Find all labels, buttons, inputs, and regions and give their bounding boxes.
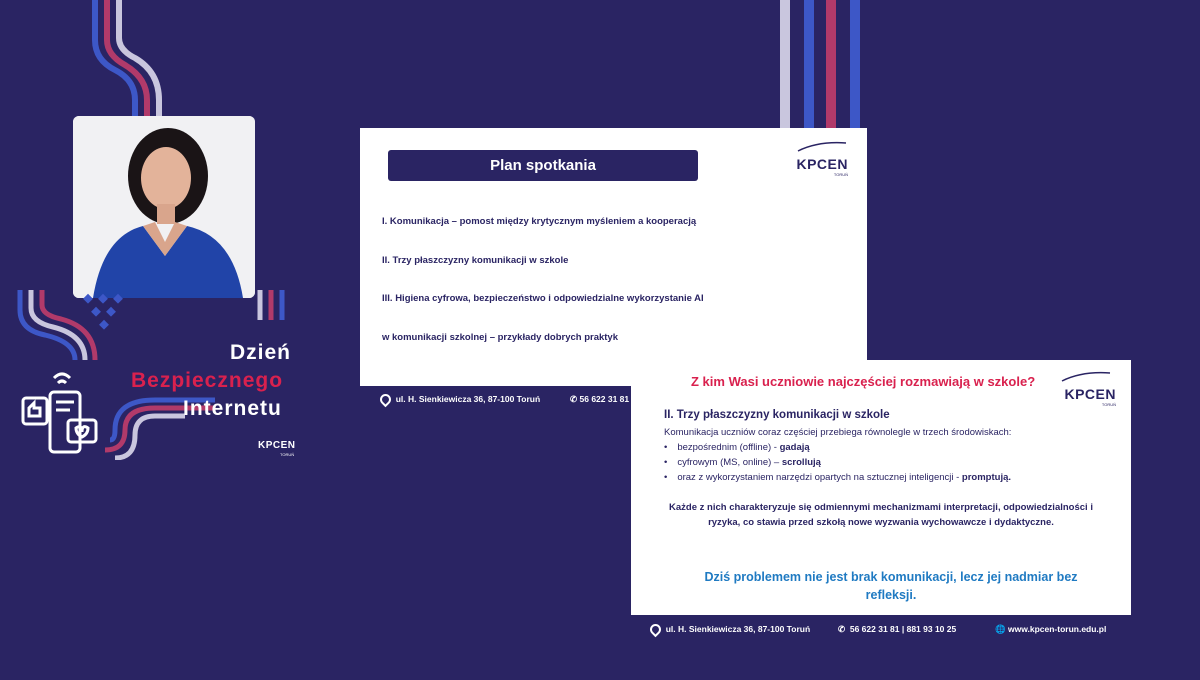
kpcen-logo-brand-sub: TORUŃ [280,452,295,457]
bullet-2-bold: scrollują [781,457,821,468]
location-pin-icon [378,392,394,408]
summary-text: Każde z nich charakteryzuje się odmiennymi mechanizmami interpretacji, odpowiedzialności i ryzyka, co stawia przed szkołą nowe wyzwania wychowawcze i dydaktyczne. [669,502,1093,528]
slide-comm-logo [1056,370,1116,407]
slide-comm-address-text: ul. H. Sienkiewicza 36, 87-100 Toruń [665,624,811,634]
kpcen-logo-brand: KPCEN [258,440,296,451]
location-pin-icon-2 [648,622,664,638]
section-heading: II. Trzy płaszczyzny komunikacji w szkole [664,409,890,421]
globe-icon: 🌐 [995,624,1006,634]
plan-item-3: III. Higiena cyfrowa, bezpieczeństwo i odpowiedzialne wykorzystanie AI [382,293,704,304]
plan-item-1: I. Komunikacja – pomost między krytycznym myśleniem a kooperacją [382,216,697,227]
slide-comm-footer-address [650,624,810,635]
intro-text: Komunikacja uczniów coraz częściej przebiega równolegle w trzech środowiskach: [664,427,1012,438]
slide-communication [631,360,1131,615]
slide-plan-footer-address [380,394,540,405]
slide-plan-phone-text: 56 622 31 81 [579,394,630,404]
slide-comm-phone-text: 56 622 31 81 | 881 93 10 25 [849,624,957,634]
slide-plan [360,128,867,386]
closing-text: Dziś problemem nie jest brak komunikacji, lecz jej nadmiar bez refleksji. [704,570,1078,602]
plan-item-4: w komunikacji szkolnej – przykłady dobrych praktyk [382,332,619,343]
brand-line-1: Dzień [230,341,292,364]
slide-comm-footer-phone [838,624,956,635]
bullet-1: • bezpośrednim (offline) - gadają [664,442,810,453]
bullet-1-bold: gadają [779,442,810,453]
slide-comm-footer-web [995,624,1106,635]
speaker-photo [73,116,255,298]
bullet-3-text: oraz z wykorzystaniem narzędzi opartych na sztucznej inteligencji - [677,472,962,483]
logo-text: KPCEN [796,156,848,172]
phone-icon-2: ✆ [838,624,846,634]
bullet-3-bold: promptują. [961,472,1012,483]
bullet-2: • cyfrowym (MS, online) – scrollują [664,457,821,468]
slide-plan-title: Plan spotkania [388,150,698,181]
slide-comm-web-text: www.kpcen-torun.edu.pl [1007,624,1107,634]
decorative-stripes-top-right [780,0,865,130]
bullet-1-text: bezpośrednim (offline) - [677,442,780,453]
logo-subtext: TORUŃ [833,172,848,177]
logo-text-2: KPCEN [1064,386,1116,402]
slide-question: Z kim Wasi uczniowie najczęściej rozmawiają w szkole? [691,374,1036,389]
slide-plan-address-text: ul. H. Sienkiewicza 36, 87-100 Toruń [395,394,541,404]
bullet-2-text: cyfrowym (MS, online) – [677,457,782,468]
bullet-3: • oraz z wykorzystaniem narzędzi opartych na sztucznej inteligencji - promptują. [664,472,1012,483]
portrait-illustration [73,116,255,298]
decorative-stripes-top-left [85,0,175,120]
plan-item-2: II. Trzy płaszczyzny komunikacji w szkole [382,255,569,266]
section-body [664,425,1011,485]
logo-swoosh-icon-2 [1056,371,1116,383]
social-media-icon [20,370,102,460]
phone-icon: ✆ [570,394,578,404]
logo-swoosh-icon [788,141,848,153]
brand-line-2: Bezpiecznego [131,369,284,392]
slide-plan-footer-phone [570,394,630,405]
logo-subtext-2: TORUŃ [1101,402,1116,407]
slide-plan-logo [788,140,848,177]
brand-line-3: Internetu [183,397,282,420]
